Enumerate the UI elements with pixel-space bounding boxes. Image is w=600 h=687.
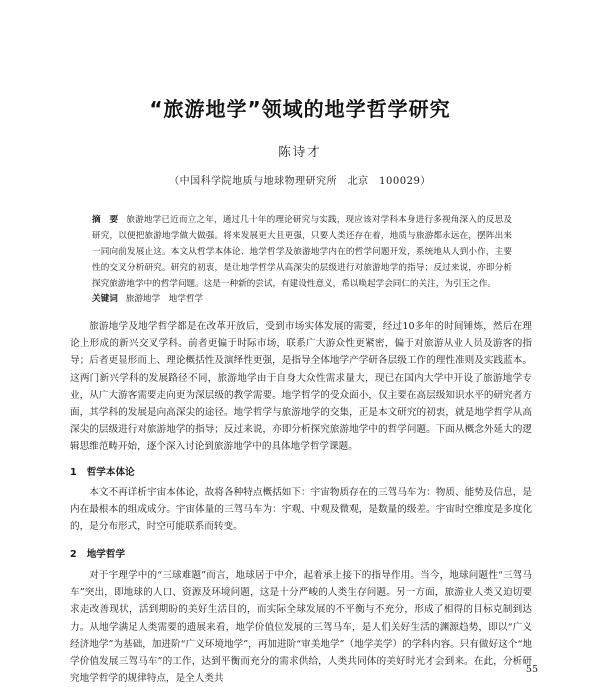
page-number: 55 [525, 664, 538, 675]
intro-paragraph: 旅游地学及地学哲学都是在改革开放后，受到市场实体发展的需要，经过10多年的时间锤炼，然后在理论上形成的新兴交叉学科。前者更偏于时际市场，联系广大游众性更紧密，偏于对旅游从业人员及游客的指导；后者更显形而上、理论概括性及演绎性更强，是指导全体地学产学研各层级工作的理性准则及实践蓝本。这两门新兴学科的发展路径不同，旅游地学由于自身大众性需求量大，现已在国内大学中开设了旅游地学专业，从广大游客需要走向更为深层级的教学需要。地学哲学的受众面小，仅主要在高层级知识水平的研究者方面，其学科的发展是向高深尖的途径。地学哲学与旅游地学的交集，正是本文研究的初衷，就是地学哲学从高深尖的层级进行对旅游地学的指导；反过来说，亦即分析探究旅游地学中的哲学问题。下面从概念外延大的逻辑思维范畴开始，逐个深入讨论到旅游地学中的具体地学哲学课题。 [70, 321, 532, 453]
keywords-block [92, 292, 512, 304]
section-title: 地学哲学 [86, 549, 126, 560]
section-heading-geophilosophy [70, 546, 125, 560]
abstract-text: 旅游地学已近而立之年，通过几十年的理论研究与实践，现应该对学科本身进行多视角深入的反思及研究，以便把旅游地学做大做强。将来发展更大且更强，只要人类还存在着，地质与旅游都永远在，摆阵出来一同向前发展止这。本文从哲学本体论、地学哲学及旅游地学内在的哲学问题开发，系统地从人到小作，主要性的交叉分析研究。研究的初衷，是让地学哲学从高深尖的层级进行对旅游地学的指导；反过来说，亦即分析探究旅游地学中的哲学问题。这是一种新的尝试，有建设性意义，希以唤起学会同仁的关注，为引玉之作。 [92, 215, 512, 289]
section-number: 1 [70, 467, 77, 478]
abstract-block [92, 212, 512, 292]
keywords-label: 关键词 [92, 294, 118, 304]
abstract-label: 摘 要 [92, 215, 119, 225]
author-name: 陈诗才 [278, 144, 322, 159]
keywords-terms: 旅游地学 地学哲学 [125, 294, 204, 304]
author-affiliation: （中国科学院地质与地球物理研究所 北京 100029） [169, 176, 431, 187]
section-heading-ontology [70, 464, 135, 478]
paper-title: “旅游地学”领域的地学哲学研究 [149, 97, 451, 121]
section-title: 哲学本体论 [86, 467, 135, 478]
ontology-paragraph: 本文不再详析宇宙本体论，故将各种特点概括如下：宇宙物质存在的三驾马车为：物质、能势及信息，是内在最根本的组成成分。宇宙体量的三驾马车为：宇观、中观及微观，是数量的级差。宇宙时空维度是多度化的，是分布形式，时空可能联系而转变。 [70, 487, 532, 533]
geophilosophy-paragraph: 对于宇理学中的“三球难题”而言，地球居于中介，起着承上接下的指导作用。当今，地球问题性“三驾马车”突出，即地球的人口、资源及环境问题，这是十分严峻的人类生存问题。另一方面，旅游业人类又迫切要求走改善现状，活到期盼的美好生活目的，而实际全球发展的不平衡与不充分，形成了相得的目标克制到达力。从地学满足人类需要的遗展来看，地学价值位发展的三驾马车，是人们关好生活的渊源趋势，即以“广义经济地学”为基础，加进阶“广义环境地学”，再加进阶“审美地学”（地学美学）的学科内容。只有做好这个“地学价值发展三驾马车”的工作，达到平衡而充分的需求供给，人类共同体的美好时光才会到来。在此，分析研究地学哲学的规律特点，是全人类共 [70, 570, 532, 685]
section-number: 2 [70, 549, 77, 560]
